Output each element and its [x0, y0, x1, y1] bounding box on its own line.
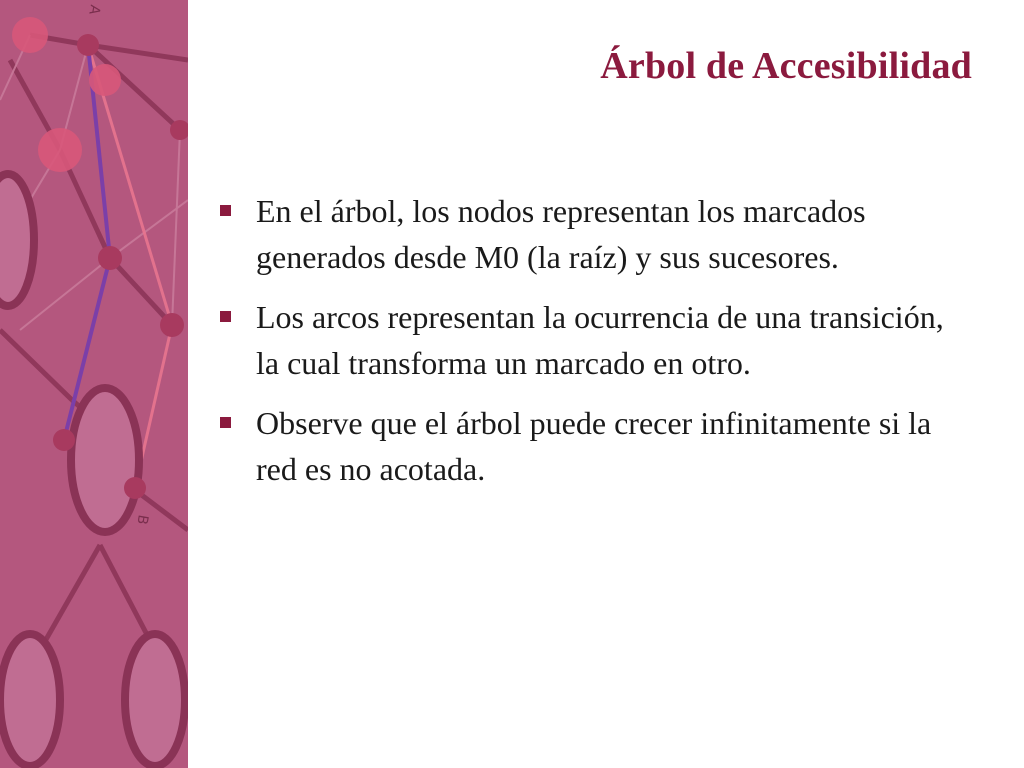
bullet-item	[214, 400, 974, 492]
square-bullet-icon	[220, 417, 231, 428]
square-bullet-icon	[220, 205, 231, 216]
slide-title: Árbol de Accesibilidad	[600, 45, 972, 87]
svg-text:B: B	[133, 513, 151, 526]
bullet-item	[214, 188, 974, 280]
bullet-text: En el árbol, los nodos representan los marcados generados desde M0 (la raíz) y sus sucesores.	[256, 193, 866, 275]
bullet-list	[214, 188, 974, 506]
network-graph-decoration	[0, 0, 188, 768]
bullet-text: Los arcos representan la ocurrencia de una transición, la cual transforma un marcado en otro.	[256, 299, 944, 381]
decorative-side-panel	[0, 0, 188, 768]
svg-text:A: A	[85, 3, 103, 16]
square-bullet-icon	[220, 311, 231, 322]
bullet-text: Observe que el árbol puede crecer infinitamente si la red es no acotada.	[256, 405, 932, 487]
bullet-item	[214, 294, 974, 386]
